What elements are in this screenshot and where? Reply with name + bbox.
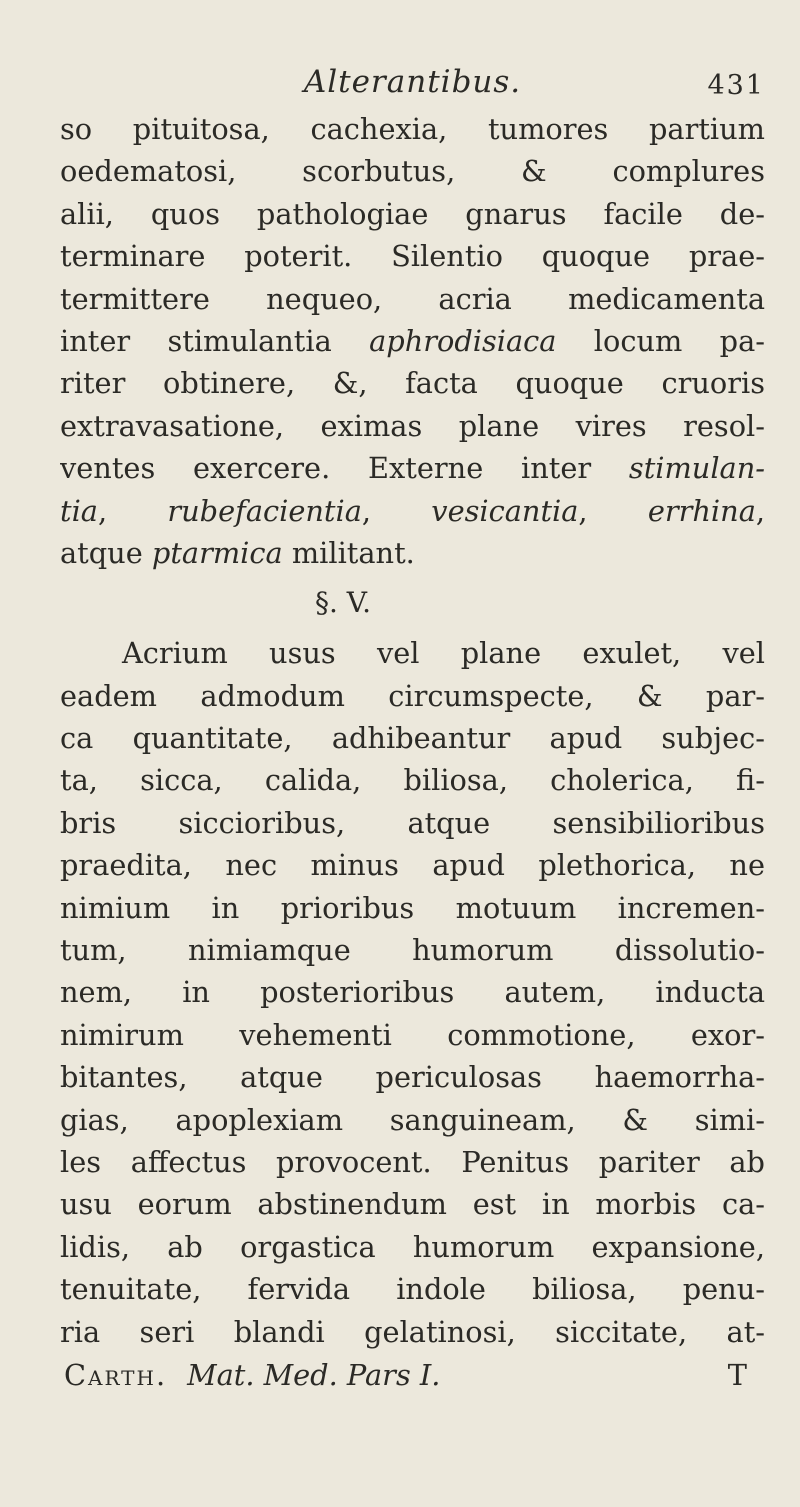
italic-term: stimulan- [628,451,765,486]
text-run: bitantes, atque periculosas haemorrha- [60,1060,765,1095]
text-line [60,1056,765,1098]
text-line [60,532,765,574]
paragraph-2 [60,632,765,1353]
text-run: terminare poterit. Silentio quoque prae- [60,239,765,274]
text-line [60,1268,765,1310]
text-run: ta, sicca, calida, biliosa, cholerica, fi- [60,763,765,798]
text-line [60,235,765,277]
text-run: oedematosi, scorbutus, & complures [60,154,765,189]
italic-term: aphrodisiaca [369,323,557,358]
text-run: ventes exercere. Externe inter [60,451,629,486]
text-line [60,802,765,844]
italic-term: ptarmica [151,535,283,570]
text-run: , [578,493,648,528]
italic-term: rubefacientia [167,493,362,528]
text-line [60,193,765,235]
text-run: termittere nequeo, acria medicamenta [60,281,765,316]
text-line [60,675,765,717]
page-header [60,64,765,106]
text-run: bris siccioribus, atque sensibilioribus [60,805,765,840]
text-run: , [97,493,168,528]
text-line [60,844,765,886]
text-line [60,887,765,929]
text-run: riter obtinere, &, facta quoque cruoris [60,366,765,401]
text-line [60,320,765,362]
text-run: nem, in posterioribus autem, inducta [60,975,765,1010]
text-line [60,929,765,971]
text-run: eadem admodum circumspecte, & par- [60,678,765,713]
text-run: ria seri blandi gelatinosi, siccitate, at- [60,1314,765,1349]
italic-term: vesicantia [431,493,579,528]
section-heading: §. V. [315,586,372,620]
text-line [60,108,765,150]
text-run: nimium in prioribus motuum incremen- [60,890,765,925]
text-line [60,1183,765,1225]
text-line [60,405,765,447]
signature-letter: T [727,1357,747,1392]
text-line [60,759,765,801]
text-line [60,1226,765,1268]
text-run: lidis, ab orgastica humorum expansione, [60,1229,765,1264]
text-run: extravasatione, eximas plane vires resol- [60,408,765,443]
body-text [60,108,765,1397]
text-run: atque [60,535,152,570]
text-run: ca quantitate, adhibeantur apud subjec- [60,721,765,756]
text-line [60,1311,765,1353]
text-run: inter stimulantia [60,323,370,358]
text-run: alii, quos pathologiae gnarus facile de- [60,196,765,231]
signature-name: Carth. [64,1357,168,1392]
text-line [60,150,765,192]
text-run: tenuitate, fervida indole biliosa, penu- [60,1272,765,1307]
text-run: Acrium usus vel plane exulet, vel [122,636,765,671]
text-run: , [755,493,765,528]
italic-term: errhina [647,493,756,528]
text-line [60,1014,765,1056]
text-line [60,717,765,759]
text-line [60,1141,765,1183]
text-line [60,490,765,532]
signature-title: Mat. Med. Pars I. [187,1357,441,1392]
text-line [60,362,765,404]
text-run: so pituitosa, cachexia, tumores partium [60,112,765,146]
page-number: 431 [707,70,765,101]
paragraph-1 [60,108,765,574]
text-run: usu eorum abstinendum est in morbis ca- [60,1187,765,1222]
text-run: gias, apoplexiam sanguineam, & simi- [60,1102,765,1137]
text-line [60,1099,765,1141]
text-run: militant. [282,535,415,570]
text-line [60,971,765,1013]
text-line [60,447,765,489]
italic-term: tia [60,493,98,528]
text-run: praedita, nec minus apud plethorica, ne [60,848,765,883]
text-run: locum pa- [556,323,765,358]
text-run: , [361,493,432,528]
running-head: Alterantibus. [303,64,522,100]
text-line [60,278,765,320]
text-run: les affectus provocent. Penitus pariter ab [60,1144,765,1179]
text-run: nimirum vehementi commotione, exor- [60,1017,765,1052]
signature-line [60,1353,765,1397]
text-line [60,632,765,674]
text-run: tum, nimiamque humorum dissolutio- [60,933,765,968]
